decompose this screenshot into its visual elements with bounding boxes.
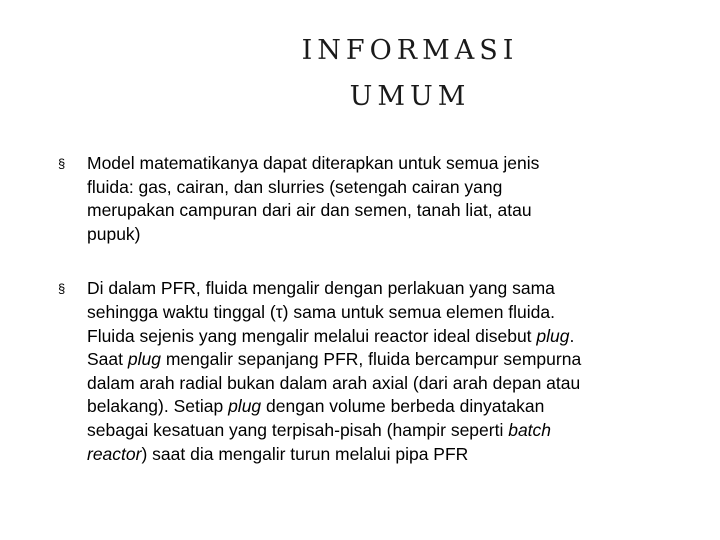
text-line	[87, 443, 668, 467]
text-line	[87, 348, 668, 372]
bullet-marker-icon: §	[58, 281, 66, 297]
text-segment: ) saat dia mengalir turun melalui pipa PFR	[141, 443, 469, 464]
bullet-text	[87, 277, 668, 466]
italic-term: plug	[536, 325, 570, 346]
title-line-1: INFORMASI	[301, 35, 519, 66]
text-segment: sebagai kesatuan yang terpisah-pisah (hampir seperti	[87, 419, 509, 440]
text-segment: .	[569, 325, 575, 346]
slide-title	[250, 28, 570, 120]
italic-term: batch	[508, 419, 552, 440]
text-segment: dengan volume berbeda dinyatakan	[261, 396, 545, 417]
text-line: pupuk)	[87, 223, 141, 244]
text-line	[87, 325, 668, 349]
text-line: sehingga waktu tinggal (τ) sama untuk semua elemen fluida.	[87, 301, 556, 322]
italic-term: reactor	[87, 443, 142, 464]
bullet-item-1	[58, 152, 668, 246]
text-line: Model matematikanya dapat diterapkan untuk semua jenis	[87, 153, 540, 173]
text-segment: Fluida sejenis yang mengalir melalui reactor ideal disebut	[87, 325, 537, 346]
text-line: fluida: gas, cairan, dan slurries (setengah cairan yang	[87, 176, 503, 197]
text-line	[87, 395, 668, 419]
bullet-text	[87, 152, 668, 246]
bullet-item-2	[58, 277, 668, 466]
title-line-2: UMUM	[349, 81, 471, 112]
bullet-marker-icon: §	[58, 156, 66, 171]
text-line: merupakan campuran dari air dan semen, tanah liat, atau	[87, 200, 532, 221]
text-segment: mengalir sepanjang PFR, fluida bercampur sempurna	[160, 349, 582, 370]
text-segment: belakang). Setiap	[87, 396, 229, 417]
italic-term: plug	[127, 349, 161, 370]
text-line: Di dalam PFR, fluida mengalir dengan perlakuan yang sama	[87, 278, 555, 299]
text-line	[87, 419, 668, 443]
italic-term: plug	[228, 396, 262, 417]
bullet-list	[58, 152, 668, 466]
text-segment: Saat	[87, 349, 128, 370]
text-line: dalam arah radial bukan dalam arah axial (dari arah depan atau	[87, 372, 581, 393]
